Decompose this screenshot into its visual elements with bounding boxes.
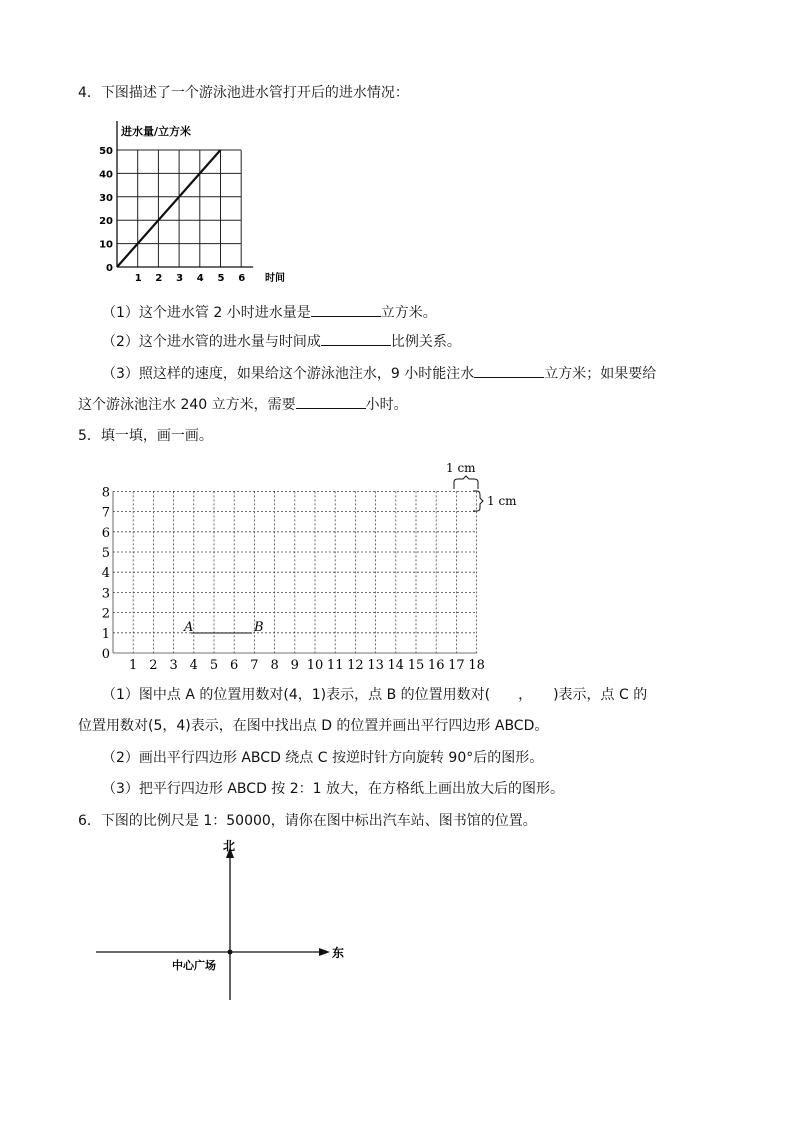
y-tick-label: 0 [106, 263, 113, 274]
x-label: 2 [149, 658, 158, 673]
q5-sub2: （2）画出平行四边形 ABCD 绕点 C 按逆时针方向旋转 90°后的图形。 [102, 750, 544, 766]
q4-sub1-suffix: 立方米。 [380, 305, 437, 321]
scale-h-label: 1 cm [446, 461, 476, 475]
y-label: 6 [101, 525, 110, 541]
y-label: 8 [101, 485, 110, 501]
y-label: 3 [101, 586, 110, 602]
x-label: 1 [129, 658, 138, 673]
y-label: 7 [101, 505, 110, 521]
answer-blank[interactable] [474, 363, 544, 378]
y-tick-label: 10 [99, 239, 113, 251]
y-label: 1 [101, 626, 110, 642]
q4-sub3-line1 [102, 363, 656, 384]
point-b-label: B [254, 620, 264, 635]
x-label: 16 [427, 658, 445, 673]
answer-blank[interactable] [311, 302, 381, 317]
q4-sub3-line2 [78, 394, 408, 415]
x-label: 18 [468, 658, 485, 673]
chart-ylabel: 进水量/立方米 [121, 125, 192, 138]
x-label: 3 [169, 658, 178, 673]
y-tick-label: 30 [99, 192, 113, 204]
y-label: 2 [101, 606, 110, 622]
x-tick-label: 3 [176, 273, 184, 284]
water-inflow-line-chart [95, 115, 305, 290]
q6-title: 6．下图的比例尺是 1：50000，请你在图中标出汽车站、图书馆的位置。 [78, 813, 537, 829]
q4-title: 4．下图描述了一个游泳池进水管打开后的进水情况： [78, 85, 409, 101]
q4-sub3-suffix2: 小时。 [365, 397, 408, 413]
chart-xlabel: 时间 [265, 273, 285, 284]
east-arrow-icon [319, 948, 330, 956]
grid-lines [113, 491, 477, 653]
x-label: 14 [387, 658, 405, 673]
q5-sub1-line1: （1）图中点 A 的位置用数对(4，1)表示，点 B 的位置用数对( ， )表示，点 C 的 [102, 687, 648, 703]
x-tick-label: 1 [134, 273, 142, 284]
map-compass-diagram [90, 835, 360, 1010]
x-label: 13 [367, 658, 384, 673]
chart-grid [117, 150, 241, 267]
center-label: 中心广场 [172, 959, 216, 972]
center-point [228, 950, 233, 955]
x-label: 9 [290, 658, 299, 673]
x-label: 17 [448, 658, 465, 673]
y-tick-label: 20 [99, 216, 113, 228]
y-label: 0 [101, 647, 110, 662]
east-label: 东 [332, 946, 345, 960]
x-label: 5 [209, 658, 219, 673]
answer-blank[interactable] [321, 331, 391, 346]
coordinate-grid [95, 455, 535, 675]
q4-sub2 [102, 331, 461, 352]
q4-sub3-text: （3）照这样的速度，如果给这个游泳池注水，9 小时能注水 [102, 366, 475, 382]
q5-sub1-line2: 位置用数对(5，4)表示，在图中找出点 D 的位置并画出平行四边形 ABCD。 [78, 718, 549, 734]
north-label: 北 [223, 839, 236, 853]
scale-v-label: 1 cm [487, 494, 517, 508]
grid-labels [102, 485, 485, 673]
x-tick-label: 5 [217, 273, 225, 284]
x-label: 10 [306, 658, 324, 673]
x-label: 11 [326, 658, 344, 673]
q4-sub2-suffix: 比例关系。 [390, 334, 461, 350]
x-label: 7 [250, 658, 259, 673]
y-tick-label: 50 [99, 146, 113, 157]
q4-sub3-text2: 这个游泳池注水 240 立方米，需要 [78, 397, 296, 413]
x-tick-label: 6 [238, 273, 246, 284]
y-label: 4 [101, 566, 110, 582]
q4-sub1-text: （1）这个进水管 2 小时进水量是 [102, 305, 311, 321]
x-label: 8 [270, 658, 279, 673]
x-label: 4 [189, 658, 198, 673]
x-label: 15 [407, 658, 425, 673]
x-label: 6 [230, 658, 239, 673]
series-line [117, 150, 221, 267]
q5-title: 5．填一填，画一画。 [78, 428, 213, 444]
chart-series [117, 150, 221, 267]
x-tick-label: 4 [196, 273, 204, 284]
y-label: 5 [101, 546, 110, 561]
point-a-label: A [184, 620, 194, 635]
answer-blank[interactable] [296, 394, 366, 409]
q4-sub3-suffix: 立方米；如果要给 [544, 366, 657, 382]
q4-sub1 [102, 302, 437, 323]
q5-sub3: （3）把平行四边形 ABCD 按 2：1 放大，在方格纸上画出放大后的图形。 [102, 781, 565, 797]
segment-ab [183, 620, 264, 635]
x-tick-label: 2 [155, 273, 163, 284]
q4-sub2-text: （2）这个进水管的进水量与时间成 [102, 334, 321, 350]
x-label: 12 [347, 658, 364, 673]
y-tick-label: 40 [99, 169, 113, 181]
